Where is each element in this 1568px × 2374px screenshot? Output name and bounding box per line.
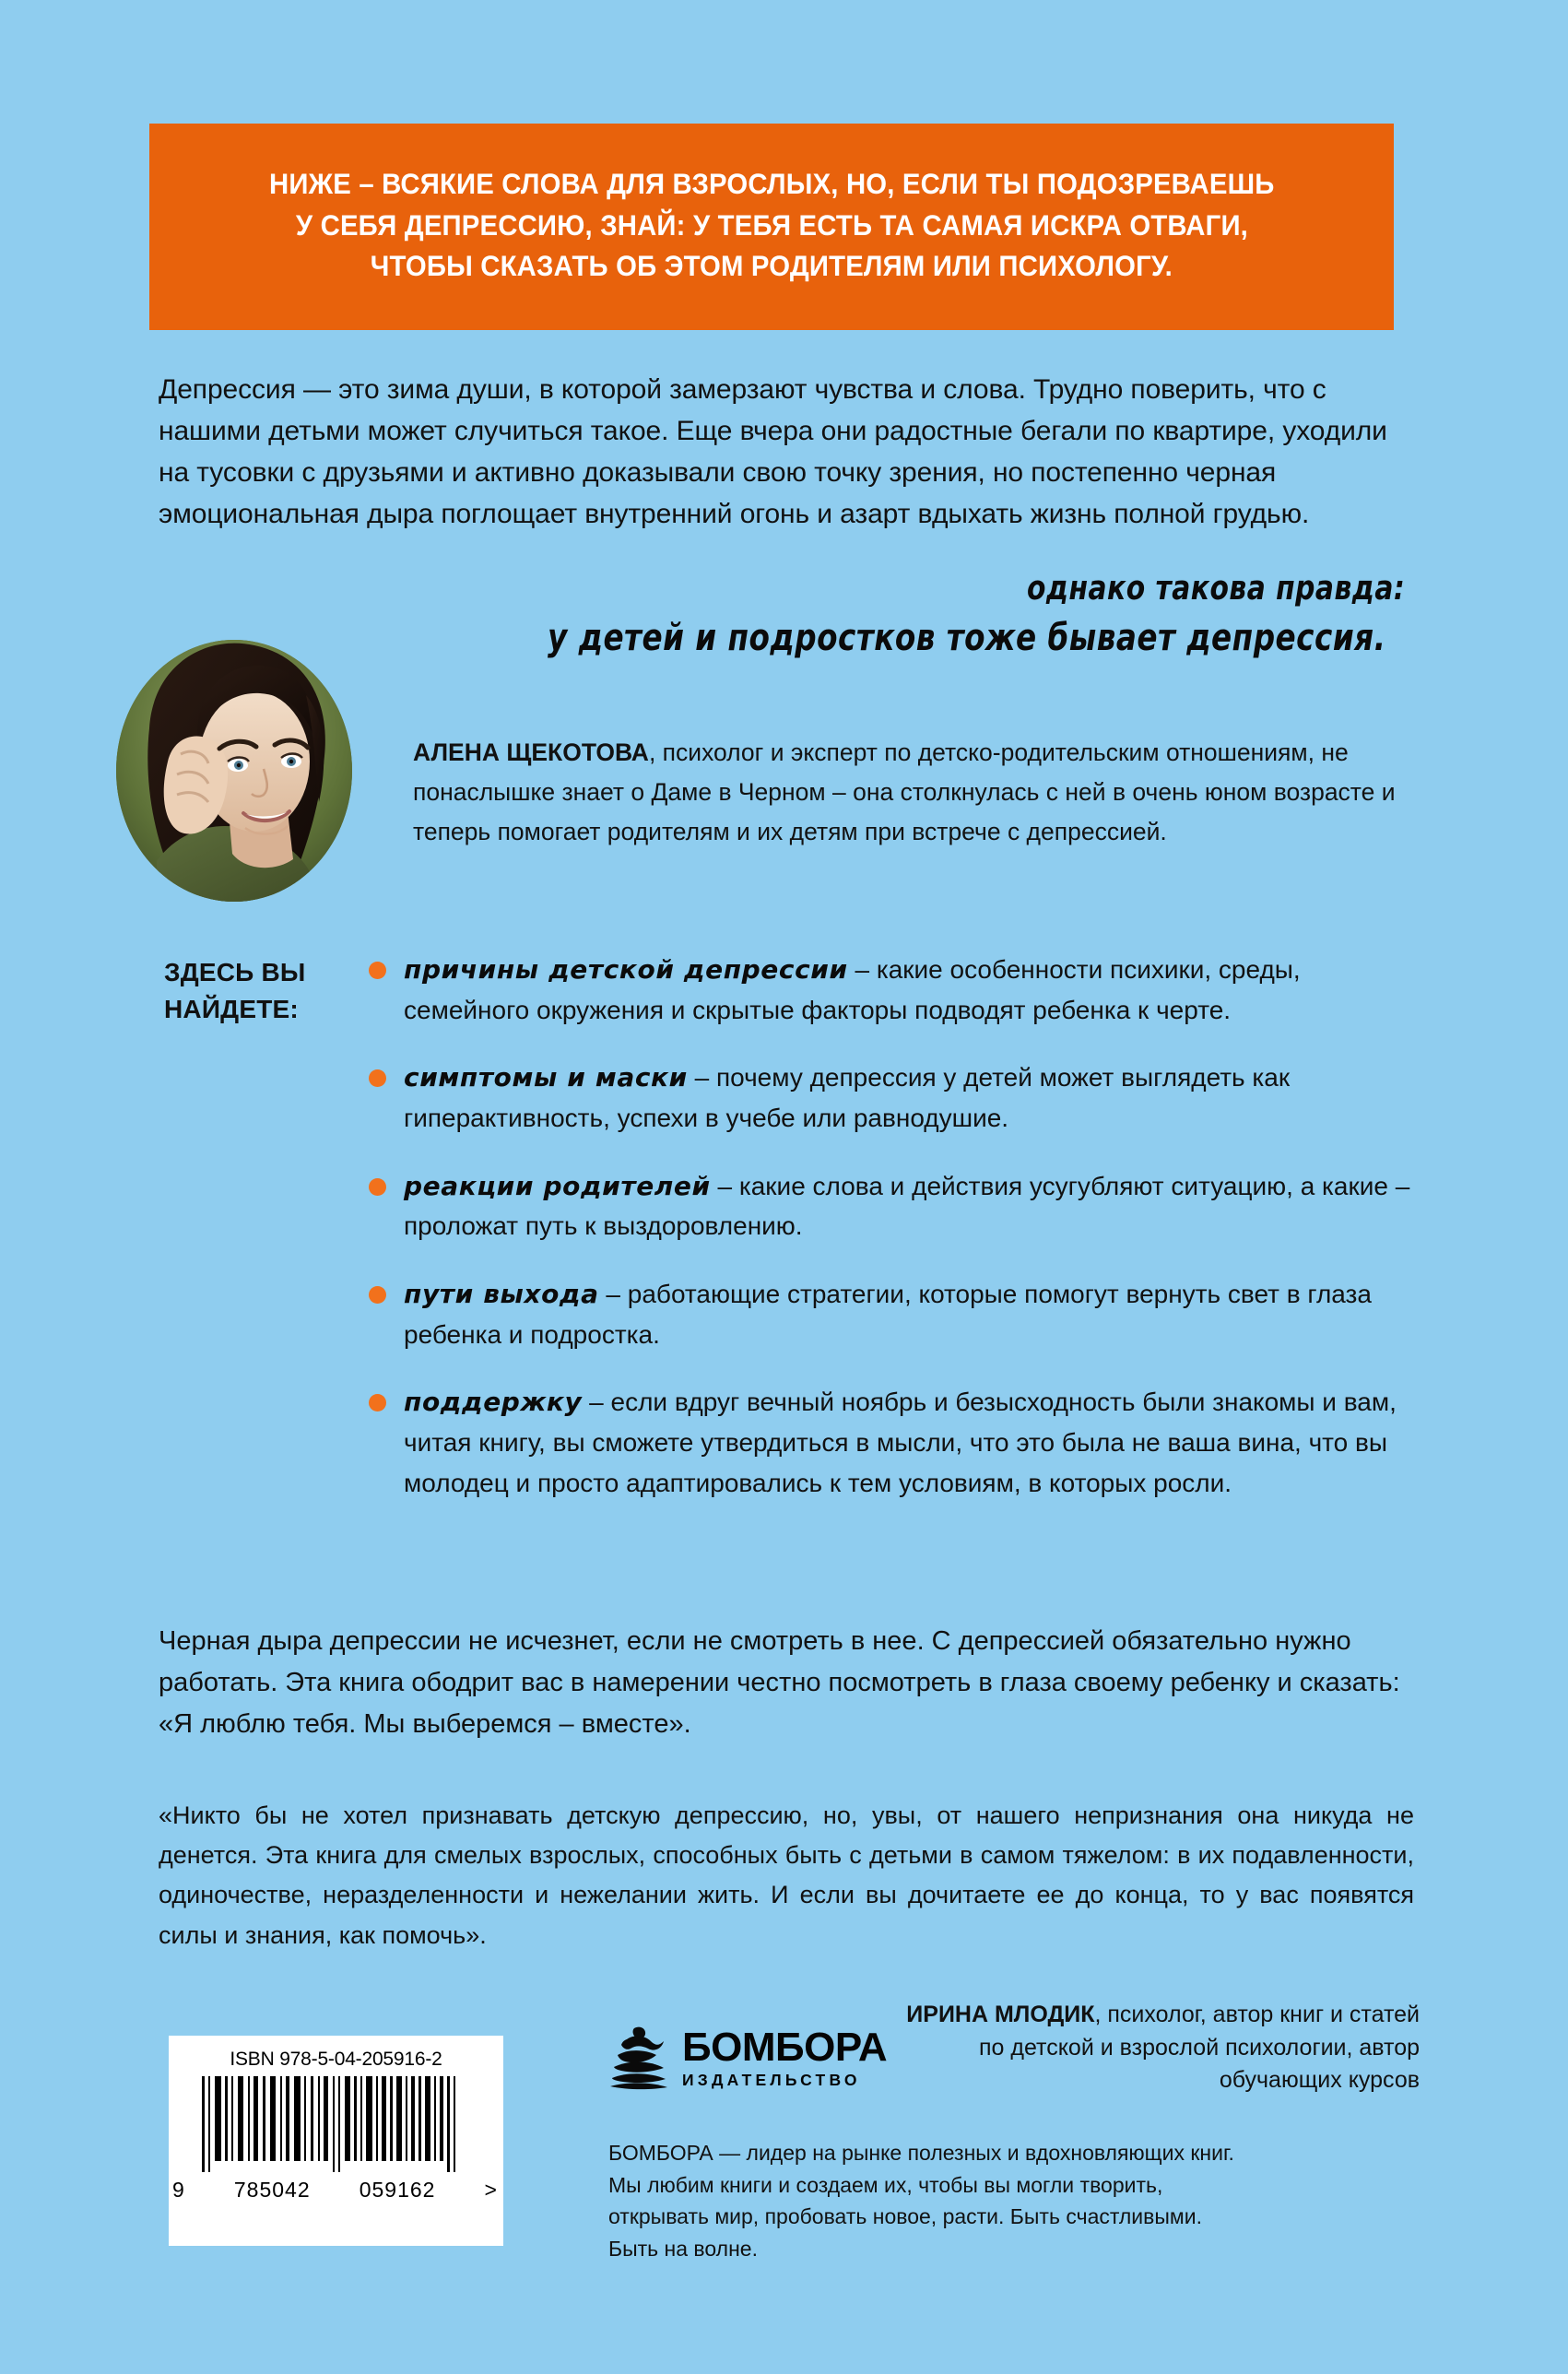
handwritten-text-1: однако такова правда: (1026, 568, 1405, 608)
handwritten-line-1 (1026, 568, 1421, 608)
barcode-digits (169, 2178, 503, 2203)
closing-paragraph: Черная дыра депрессии не исчезнет, если не смотреть в нее. С депрессией обязательно нужно работать. Эта книга ободрит вас в намерении честно посмотреть в глаза своему ребенку и сказать: «Я люблю тебя. Мы выберемся – вместе». (159, 1626, 1400, 1740)
bullet-dot-icon (369, 1178, 386, 1196)
list-item-head: симптомы и маски (404, 1062, 688, 1093)
publisher-blurb: БОМБОРА — лидер на рынке полезных и вдохновляющих книг. Мы любим книги и создаем их, чтобы вы могли творить, открывать мир, пробовать новое, расти. Быть счастливыми. Быть на волне. (608, 2141, 1234, 2261)
endorser-credit (903, 1999, 1420, 2097)
barcode-bars (198, 2076, 475, 2179)
list-item (360, 1057, 1415, 1138)
banner-line-2: У СЕБЯ ДЕПРЕССИЮ, ЗНАЙ: У ТЕБЯ ЕСТЬ ТА САМАЯ ИСКРА ОТВАГИ, (295, 207, 1248, 242)
handwritten-line-2 (547, 616, 1421, 660)
publisher-subtitle: ИЗДАТЕЛЬСТВО (682, 2070, 861, 2089)
author-portrait (116, 640, 352, 902)
endorser-description: , психолог, автор книг и статей по детской и взрослой психологии, автор обучающих курсов (978, 2002, 1420, 2093)
contents-label-line-2: НАЙДЕТЕ: (164, 994, 299, 1023)
list-item-body: – какие особенности психики, среды, семейного окружения и скрытые факторы подводят ребенка к черте. (404, 955, 1301, 1024)
bullet-dot-icon (369, 1394, 386, 1411)
bombora-surfer-icon (608, 2025, 669, 2091)
author-bio-text: , психолог и эксперт по детско-родительским отношениям, не понаслышке знает о Даме в Черном – она столкнулась с ней в очень юном возрасте и теперь помогает родителям и их детям при встрече с депрессией. (413, 738, 1396, 845)
list-item-body: – почему депрессия у детей может выглядеть как гиперактивность, успехи в учебе или равнодушие. (404, 1063, 1291, 1133)
isbn-barcode (169, 2036, 503, 2246)
barcode-digit-group-1: 9 (172, 2178, 185, 2202)
banner-line-3: ЧТОБЫ СКАЗАТЬ ОБ ЭТОМ РОДИТЕЛЯМ ИЛИ ПСИХОЛОГУ. (370, 249, 1173, 283)
barcode-digit-group-3: 059162 (359, 2178, 436, 2202)
isbn-number: ISBN 978-5-04-205916-2 (230, 2049, 442, 2070)
list-item-head: реакции родителей (404, 1170, 711, 1201)
barcode-digit-group-4: > (484, 2178, 498, 2202)
contents-label (164, 954, 385, 1028)
author-portrait-image (116, 640, 352, 902)
contents-list (360, 950, 1415, 1530)
bullet-dot-icon (369, 962, 386, 979)
author-name: АЛЕНА ЩЕКОТОВА (413, 738, 649, 766)
orange-callout-banner (149, 124, 1394, 330)
publisher-wordmark (682, 2024, 888, 2089)
banner-line-1: НИЖЕ – ВСЯКИЕ СЛОВА ДЛЯ ВЗРОСЛЫХ, НО, ЕСЛИ ТЫ ПОДОЗРЕВАЕШЬ (268, 166, 1275, 200)
barcode-digit-group-2: 785042 (233, 2178, 311, 2202)
bullet-dot-icon (369, 1069, 386, 1087)
list-item-head: причины детской депрессии (404, 954, 848, 985)
list-item-body: – работающие стратегии, которые помогут вернуть свет в глаза ребенка и подростка. (404, 1280, 1372, 1349)
testimonial-quote: «Никто бы не хотел признавать детскую депрессию, но, увы, от нашего непризнания она никуда не денется. Эта книга для смелых взрослых, способных быть с детьми в самом тяжелом: в их подавленности, одиночестве, неразделенности и нежелании жить. И если вы дочитаете ее до конца, то у вас появятся силы и знания, как помочь». (159, 1801, 1414, 1949)
handwritten-text-2: у детей и подростков тоже бывает депрессия. (547, 616, 1386, 660)
publisher-logo (608, 2025, 887, 2091)
list-item (360, 1382, 1415, 1503)
list-item-head: пути выхода (404, 1279, 599, 1310)
list-item (360, 950, 1415, 1030)
bullet-dot-icon (369, 1286, 386, 1304)
contents-label-line-1: ЗДЕСЬ ВЫ (164, 958, 306, 986)
intro-paragraph: Депрессия — это зима души, в которой замерзают чувства и слова. Трудно поверить, что с нашими детьми может случиться такое. Еще вчера они радостные бегали по квартире, уходили на тусовки с друзьями и активно доказывали свою точку зрения, но постепенно черная эмоциональная дыра поглощает внутренний огонь и азарт вдыхать жизнь полной грудью. (159, 374, 1387, 529)
endorser-name: ИРИНА МЛОДИК (906, 2002, 1095, 2027)
publisher-name: БОМБОРА (682, 2024, 888, 2070)
list-item (360, 1274, 1415, 1354)
list-item-body: – какие слова и действия усугубляют ситуацию, а какие – проложат путь к выздоровлению. (404, 1171, 1410, 1241)
list-item-head: поддержку (404, 1387, 583, 1418)
list-item-body: – если вдруг вечный ноябрь и безысходность были знакомы и вам, читая книгу, вы сможете утвердиться в мысли, что это была не ваша вина, что вы молодец и просто адаптировались к тем условиям, в которых росли. (404, 1388, 1397, 1497)
author-bio (413, 733, 1413, 852)
list-item (360, 1166, 1415, 1246)
